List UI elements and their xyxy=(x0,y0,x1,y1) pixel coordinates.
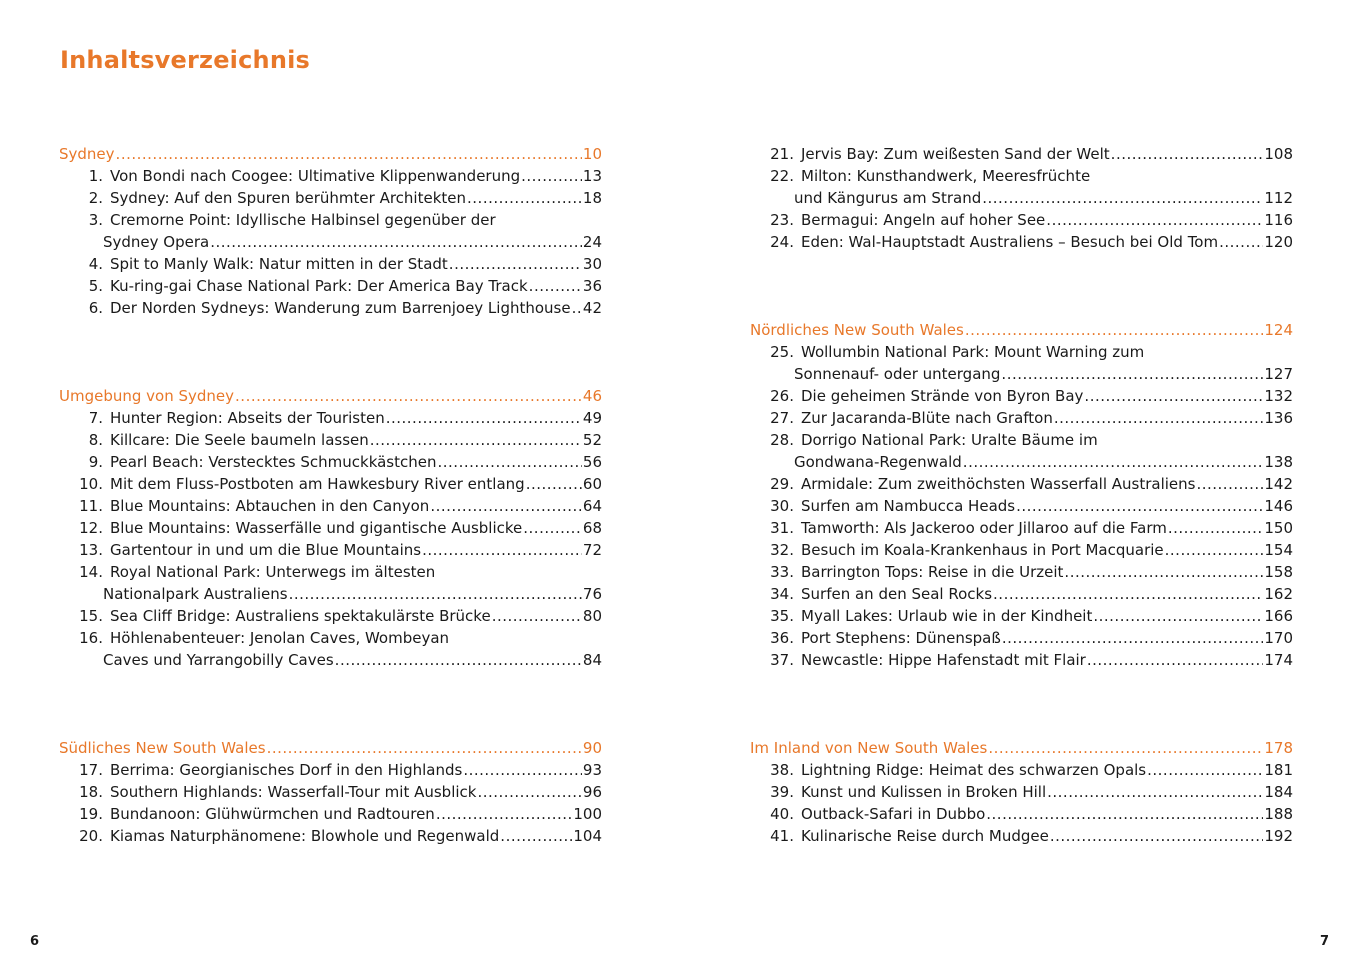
toc-entry[interactable] xyxy=(59,605,602,627)
leader-dots xyxy=(492,605,582,627)
entry-page: 56 xyxy=(582,453,602,471)
entry-number: 22. xyxy=(770,167,794,185)
entry-page: 36 xyxy=(582,277,602,295)
entry-page: 170 xyxy=(1264,629,1293,647)
toc-section-continued xyxy=(750,143,1293,253)
entry-page: 24 xyxy=(582,233,602,251)
entry-title: Mit dem Fluss-Postboten am Hawkesbury River entlang xyxy=(110,475,525,493)
leader-dots xyxy=(1050,825,1264,847)
entry-number: 30. xyxy=(770,497,794,515)
toc-entry[interactable] xyxy=(59,253,602,275)
entry-page: 162 xyxy=(1264,585,1293,603)
toc-entry-continuation[interactable] xyxy=(750,187,1293,209)
entry-page: 142 xyxy=(1264,475,1293,493)
entry-title: Killcare: Die Seele baumeln lassen xyxy=(110,431,369,449)
leader-dots xyxy=(267,737,582,759)
leader-dots xyxy=(1087,649,1264,671)
entry-title: Southern Highlands: Wasserfall-Tour mit Ausblick xyxy=(110,783,477,801)
entry-number: 9. xyxy=(88,453,103,471)
leader-dots xyxy=(1046,209,1263,231)
entry-page: 72 xyxy=(582,541,602,559)
section-title: Sydney xyxy=(59,145,115,163)
section-page: 46 xyxy=(582,387,602,405)
toc-entry[interactable] xyxy=(59,825,602,847)
leader-dots xyxy=(1084,385,1263,407)
toc-entry[interactable] xyxy=(750,539,1293,561)
toc-entry[interactable] xyxy=(59,803,602,825)
leader-dots xyxy=(993,583,1263,605)
toc-entry[interactable] xyxy=(750,605,1293,627)
leader-dots xyxy=(449,253,582,275)
toc-entry[interactable] xyxy=(750,825,1293,847)
entry-number: 2. xyxy=(88,189,103,207)
entry-page: 181 xyxy=(1264,761,1293,779)
entry-number: 41. xyxy=(770,827,794,845)
entry-title: Berrima: Georgianisches Dorf in den Highlands xyxy=(110,761,463,779)
toc-entry[interactable] xyxy=(750,143,1293,165)
section-gap xyxy=(750,671,1293,737)
toc-entry[interactable] xyxy=(59,517,602,539)
section-heading[interactable] xyxy=(59,143,602,165)
leader-dots xyxy=(1168,517,1264,539)
leader-dots xyxy=(982,187,1263,209)
entry-page: 192 xyxy=(1264,827,1293,845)
entry-title: Sea Cliff Bridge: Australiens spektakulärste Brücke xyxy=(110,607,491,625)
entry-page: 146 xyxy=(1264,497,1293,515)
entry-page: 116 xyxy=(1264,211,1293,229)
toc-entry-continuation[interactable] xyxy=(59,583,602,605)
entry-page: 76 xyxy=(582,585,602,603)
section-gap xyxy=(59,671,602,737)
entry-number: 18. xyxy=(79,783,103,801)
entry-title: Nationalpark Australiens xyxy=(103,585,288,603)
entry-number: 5. xyxy=(88,277,103,295)
entry-number: 31. xyxy=(770,519,794,537)
entry-title: Barrington Tops: Reise in die Urzeit xyxy=(801,563,1064,581)
toc-entry[interactable] xyxy=(750,649,1293,671)
leader-dots xyxy=(235,385,582,407)
toc-entry[interactable] xyxy=(750,407,1293,429)
toc-entry[interactable] xyxy=(59,407,602,429)
page-number-left: 6 xyxy=(30,934,40,949)
leader-dots xyxy=(1064,561,1263,583)
entry-title: Cremorne Point: Idyllische Halbinsel gegenüber der xyxy=(110,211,496,229)
toc-entry[interactable] xyxy=(750,341,1293,363)
entry-page: 174 xyxy=(1264,651,1293,669)
entry-title: Milton: Kunsthandwerk, Meeresfrüchte xyxy=(801,167,1091,185)
leader-dots xyxy=(1196,473,1263,495)
entry-number: 26. xyxy=(770,387,794,405)
section-heading[interactable] xyxy=(750,319,1293,341)
toc-entry[interactable] xyxy=(750,473,1293,495)
section-page: 10 xyxy=(582,145,602,163)
entry-page: 132 xyxy=(1264,387,1293,405)
entry-number: 16. xyxy=(79,629,103,647)
entry-page: 30 xyxy=(582,255,602,273)
toc-entry[interactable] xyxy=(59,627,602,649)
entry-page: 18 xyxy=(582,189,602,207)
entry-title: Zur Jacaranda-Blüte nach Grafton xyxy=(801,409,1053,427)
toc-entry-continuation[interactable] xyxy=(750,451,1293,473)
page-title: Inhaltsverzeichnis xyxy=(60,46,311,74)
entry-page: 42 xyxy=(582,299,602,317)
entry-number: 28. xyxy=(770,431,794,449)
leader-dots xyxy=(116,143,582,165)
entry-number: 13. xyxy=(79,541,103,559)
leader-dots xyxy=(965,319,1264,341)
toc-entry[interactable] xyxy=(750,385,1293,407)
leader-dots xyxy=(1001,363,1263,385)
section-title: Südliches New South Wales xyxy=(59,739,266,757)
section-title: Umgebung von Sydney xyxy=(59,387,235,405)
leader-dots xyxy=(1147,759,1263,781)
toc-entry[interactable] xyxy=(750,627,1293,649)
toc-entry[interactable] xyxy=(59,165,602,187)
leader-dots xyxy=(210,231,582,253)
entry-page: 138 xyxy=(1264,453,1293,471)
leader-dots xyxy=(422,539,582,561)
leader-dots xyxy=(523,517,582,539)
leader-dots xyxy=(529,275,582,297)
entry-number: 37. xyxy=(770,651,794,669)
leader-dots xyxy=(438,451,582,473)
page-number-right: 7 xyxy=(1320,934,1330,949)
toc-entry-continuation[interactable] xyxy=(59,231,602,253)
section-page: 90 xyxy=(582,739,602,757)
toc-entry[interactable] xyxy=(59,451,602,473)
toc-entry[interactable] xyxy=(750,165,1293,187)
entry-page: 13 xyxy=(582,167,602,185)
toc-section-inland-nsw xyxy=(750,737,1293,847)
entry-number: 29. xyxy=(770,475,794,493)
entry-title: Blue Mountains: Abtauchen in den Canyon xyxy=(110,497,430,515)
entry-title: Caves und Yarrangobilly Caves xyxy=(103,651,334,669)
leader-dots xyxy=(500,825,572,847)
leader-dots xyxy=(963,451,1264,473)
entry-title: Sydney: Auf den Spuren berühmter Architekten xyxy=(110,189,467,207)
toc-entry[interactable] xyxy=(59,275,602,297)
leader-dots xyxy=(526,473,582,495)
entry-title: Wollumbin National Park: Mount Warning zum xyxy=(801,343,1145,361)
leader-dots xyxy=(1002,627,1264,649)
toc-section-sydney xyxy=(59,143,602,319)
entry-number: 1. xyxy=(88,167,103,185)
entry-number: 23. xyxy=(770,211,794,229)
toc-section-noerdliches-nsw xyxy=(750,319,1293,671)
toc-entry[interactable] xyxy=(59,297,602,319)
leader-dots xyxy=(1111,143,1264,165)
section-heading[interactable] xyxy=(59,385,602,407)
entry-number: 27. xyxy=(770,409,794,427)
entry-title: Tamworth: Als Jackeroo oder Jillaroo auf die Farm xyxy=(801,519,1167,537)
leader-dots xyxy=(430,495,582,517)
leader-dots xyxy=(335,649,582,671)
entry-page: 60 xyxy=(582,475,602,493)
toc-entry[interactable] xyxy=(750,583,1293,605)
leader-dots xyxy=(572,297,582,319)
entry-title: Kulinarische Reise durch Mudgee xyxy=(801,827,1049,845)
toc-entry[interactable] xyxy=(59,187,602,209)
entry-number: 21. xyxy=(770,145,794,163)
section-gap xyxy=(750,253,1293,319)
entry-number: 12. xyxy=(79,519,103,537)
section-page: 124 xyxy=(1264,321,1293,339)
section-gap xyxy=(59,319,602,385)
entry-title: Höhlenabenteuer: Jenolan Caves, Wombeyan xyxy=(110,629,450,647)
entry-number: 36. xyxy=(770,629,794,647)
entry-title: Bundanoon: Glühwürmchen und Radtouren xyxy=(110,805,435,823)
toc-entry[interactable] xyxy=(750,231,1293,253)
entry-page: 166 xyxy=(1264,607,1293,625)
entry-title: Dorrigo National Park: Uralte Bäume im xyxy=(801,431,1098,449)
toc-entry[interactable] xyxy=(59,473,602,495)
entry-number: 24. xyxy=(770,233,794,251)
entry-number: 14. xyxy=(79,563,103,581)
leader-dots xyxy=(463,759,582,781)
entry-title: Surfen an den Seal Rocks xyxy=(801,585,993,603)
entry-title: Myall Lakes: Urlaub wie in der Kindheit xyxy=(801,607,1093,625)
toc-section-umgebung xyxy=(59,385,602,671)
entry-title: Der Norden Sydneys: Wanderung zum Barrenjoey Lighthouse xyxy=(110,299,571,317)
leader-dots xyxy=(1016,495,1263,517)
toc-entry[interactable] xyxy=(59,561,602,583)
entry-page: 93 xyxy=(582,761,602,779)
entry-title: Outback-Safari in Dubbo xyxy=(801,805,986,823)
entry-number: 35. xyxy=(770,607,794,625)
entry-title: Sonnenauf- oder untergang xyxy=(794,365,1001,383)
leader-dots xyxy=(1093,605,1263,627)
entry-number: 38. xyxy=(770,761,794,779)
entry-title: Gondwana-Regenwald xyxy=(794,453,962,471)
entry-page: 120 xyxy=(1264,233,1293,251)
entry-title: Eden: Wal-Hauptstadt Australiens – Besuch bei Old Tom xyxy=(801,233,1219,251)
entry-number: 25. xyxy=(770,343,794,361)
entry-number: 32. xyxy=(770,541,794,559)
leader-dots xyxy=(988,737,1263,759)
entry-title: Port Stephens: Dünenspaß xyxy=(801,629,1001,647)
entry-number: 11. xyxy=(79,497,103,515)
leader-dots xyxy=(477,781,581,803)
entry-title: Gartentour in und um die Blue Mountains xyxy=(110,541,422,559)
leader-dots xyxy=(1054,407,1264,429)
entry-page: 68 xyxy=(582,519,602,537)
leader-dots xyxy=(521,165,582,187)
entry-number: 10. xyxy=(79,475,103,493)
entry-title: Spit to Manly Walk: Natur mitten in der Stadt xyxy=(110,255,448,273)
toc-column-right xyxy=(750,143,1293,847)
entry-page: 64 xyxy=(582,497,602,515)
entry-title: Kiamas Naturphänomene: Blowhole und Regenwald xyxy=(110,827,500,845)
entry-number: 33. xyxy=(770,563,794,581)
entry-number: 3. xyxy=(88,211,103,229)
entry-number: 4. xyxy=(88,255,103,273)
leader-dots xyxy=(1047,781,1263,803)
entry-number: 34. xyxy=(770,585,794,603)
entry-page: 49 xyxy=(582,409,602,427)
toc-entry[interactable] xyxy=(750,209,1293,231)
entry-page: 158 xyxy=(1264,563,1293,581)
leader-dots xyxy=(467,187,582,209)
entry-title: Sydney Opera xyxy=(103,233,210,251)
leader-dots xyxy=(436,803,573,825)
entry-title: und Kängurus am Strand xyxy=(794,189,982,207)
entry-title: Von Bondi nach Coogee: Ultimative Klippenwanderung xyxy=(110,167,521,185)
entry-title: Jervis Bay: Zum weißesten Sand der Welt xyxy=(801,145,1110,163)
leader-dots xyxy=(986,803,1263,825)
entry-title: Surfen am Nambucca Heads xyxy=(801,497,1016,515)
entry-title: Lightning Ridge: Heimat des schwarzen Opals xyxy=(801,761,1147,779)
entry-page: 96 xyxy=(582,783,602,801)
section-heading[interactable] xyxy=(750,737,1293,759)
entry-title: Newcastle: Hippe Hafenstadt mit Flair xyxy=(801,651,1086,669)
toc-section-suedliches-nsw xyxy=(59,737,602,847)
entry-number: 6. xyxy=(88,299,103,317)
toc-entry[interactable] xyxy=(59,781,602,803)
entry-title: Blue Mountains: Wasserfälle und gigantische Ausblicke xyxy=(110,519,523,537)
leader-dots xyxy=(1219,231,1263,253)
section-title: Nördliches New South Wales xyxy=(750,321,964,339)
entry-number: 19. xyxy=(79,805,103,823)
toc-entry[interactable] xyxy=(750,803,1293,825)
toc-entry[interactable] xyxy=(750,495,1293,517)
entry-title: Die geheimen Strände von Byron Bay xyxy=(801,387,1084,405)
entry-title: Besuch im Koala-Krankenhaus in Port Macquarie xyxy=(801,541,1164,559)
leader-dots xyxy=(289,583,582,605)
toc-entry-continuation[interactable] xyxy=(750,363,1293,385)
section-page: 178 xyxy=(1264,739,1293,757)
leader-dots xyxy=(370,429,582,451)
entry-page: 150 xyxy=(1264,519,1293,537)
entry-page: 100 xyxy=(573,805,602,823)
toc-entry[interactable] xyxy=(59,209,602,231)
entry-page: 136 xyxy=(1264,409,1293,427)
entry-title: Hunter Region: Abseits der Touristen xyxy=(110,409,385,427)
toc-column-left xyxy=(59,143,602,847)
entry-title: Bermagui: Angeln auf hoher See xyxy=(801,211,1046,229)
toc-entry[interactable] xyxy=(750,429,1293,451)
toc-entry[interactable] xyxy=(750,561,1293,583)
entry-number: 15. xyxy=(79,607,103,625)
entry-page: 104 xyxy=(573,827,602,845)
toc-entry[interactable] xyxy=(750,759,1293,781)
toc-entry-continuation[interactable] xyxy=(59,649,602,671)
entry-number: 20. xyxy=(79,827,103,845)
entry-page: 154 xyxy=(1264,541,1293,559)
entry-page: 184 xyxy=(1264,783,1293,801)
toc-entry[interactable] xyxy=(750,517,1293,539)
entry-title: Ku-ring-gai Chase National Park: Der America Bay Track xyxy=(110,277,528,295)
entry-title: Armidale: Zum zweithöchsten Wasserfall Australiens xyxy=(801,475,1196,493)
entry-number: 7. xyxy=(88,409,103,427)
entry-number: 39. xyxy=(770,783,794,801)
section-title: Im Inland von New South Wales xyxy=(750,739,988,757)
entry-number: 8. xyxy=(88,431,103,449)
entry-page: 127 xyxy=(1264,365,1293,383)
section-heading[interactable] xyxy=(59,737,602,759)
entry-title: Pearl Beach: Verstecktes Schmuckkästchen xyxy=(110,453,437,471)
leader-dots xyxy=(1165,539,1264,561)
entry-page: 108 xyxy=(1264,145,1293,163)
entry-page: 52 xyxy=(582,431,602,449)
entry-page: 112 xyxy=(1264,189,1293,207)
entry-number: 17. xyxy=(79,761,103,779)
toc-entry[interactable] xyxy=(59,759,602,781)
toc-entry[interactable] xyxy=(59,495,602,517)
entry-page: 188 xyxy=(1264,805,1293,823)
entry-page: 80 xyxy=(582,607,602,625)
entry-title: Kunst und Kulissen in Broken Hill xyxy=(801,783,1047,801)
toc-entry[interactable] xyxy=(750,781,1293,803)
leader-dots xyxy=(386,407,582,429)
entry-title: Royal National Park: Unterwegs im ältesten xyxy=(110,563,436,581)
toc-entry[interactable] xyxy=(59,539,602,561)
toc-entry[interactable] xyxy=(59,429,602,451)
entry-page: 84 xyxy=(582,651,602,669)
entry-number: 40. xyxy=(770,805,794,823)
